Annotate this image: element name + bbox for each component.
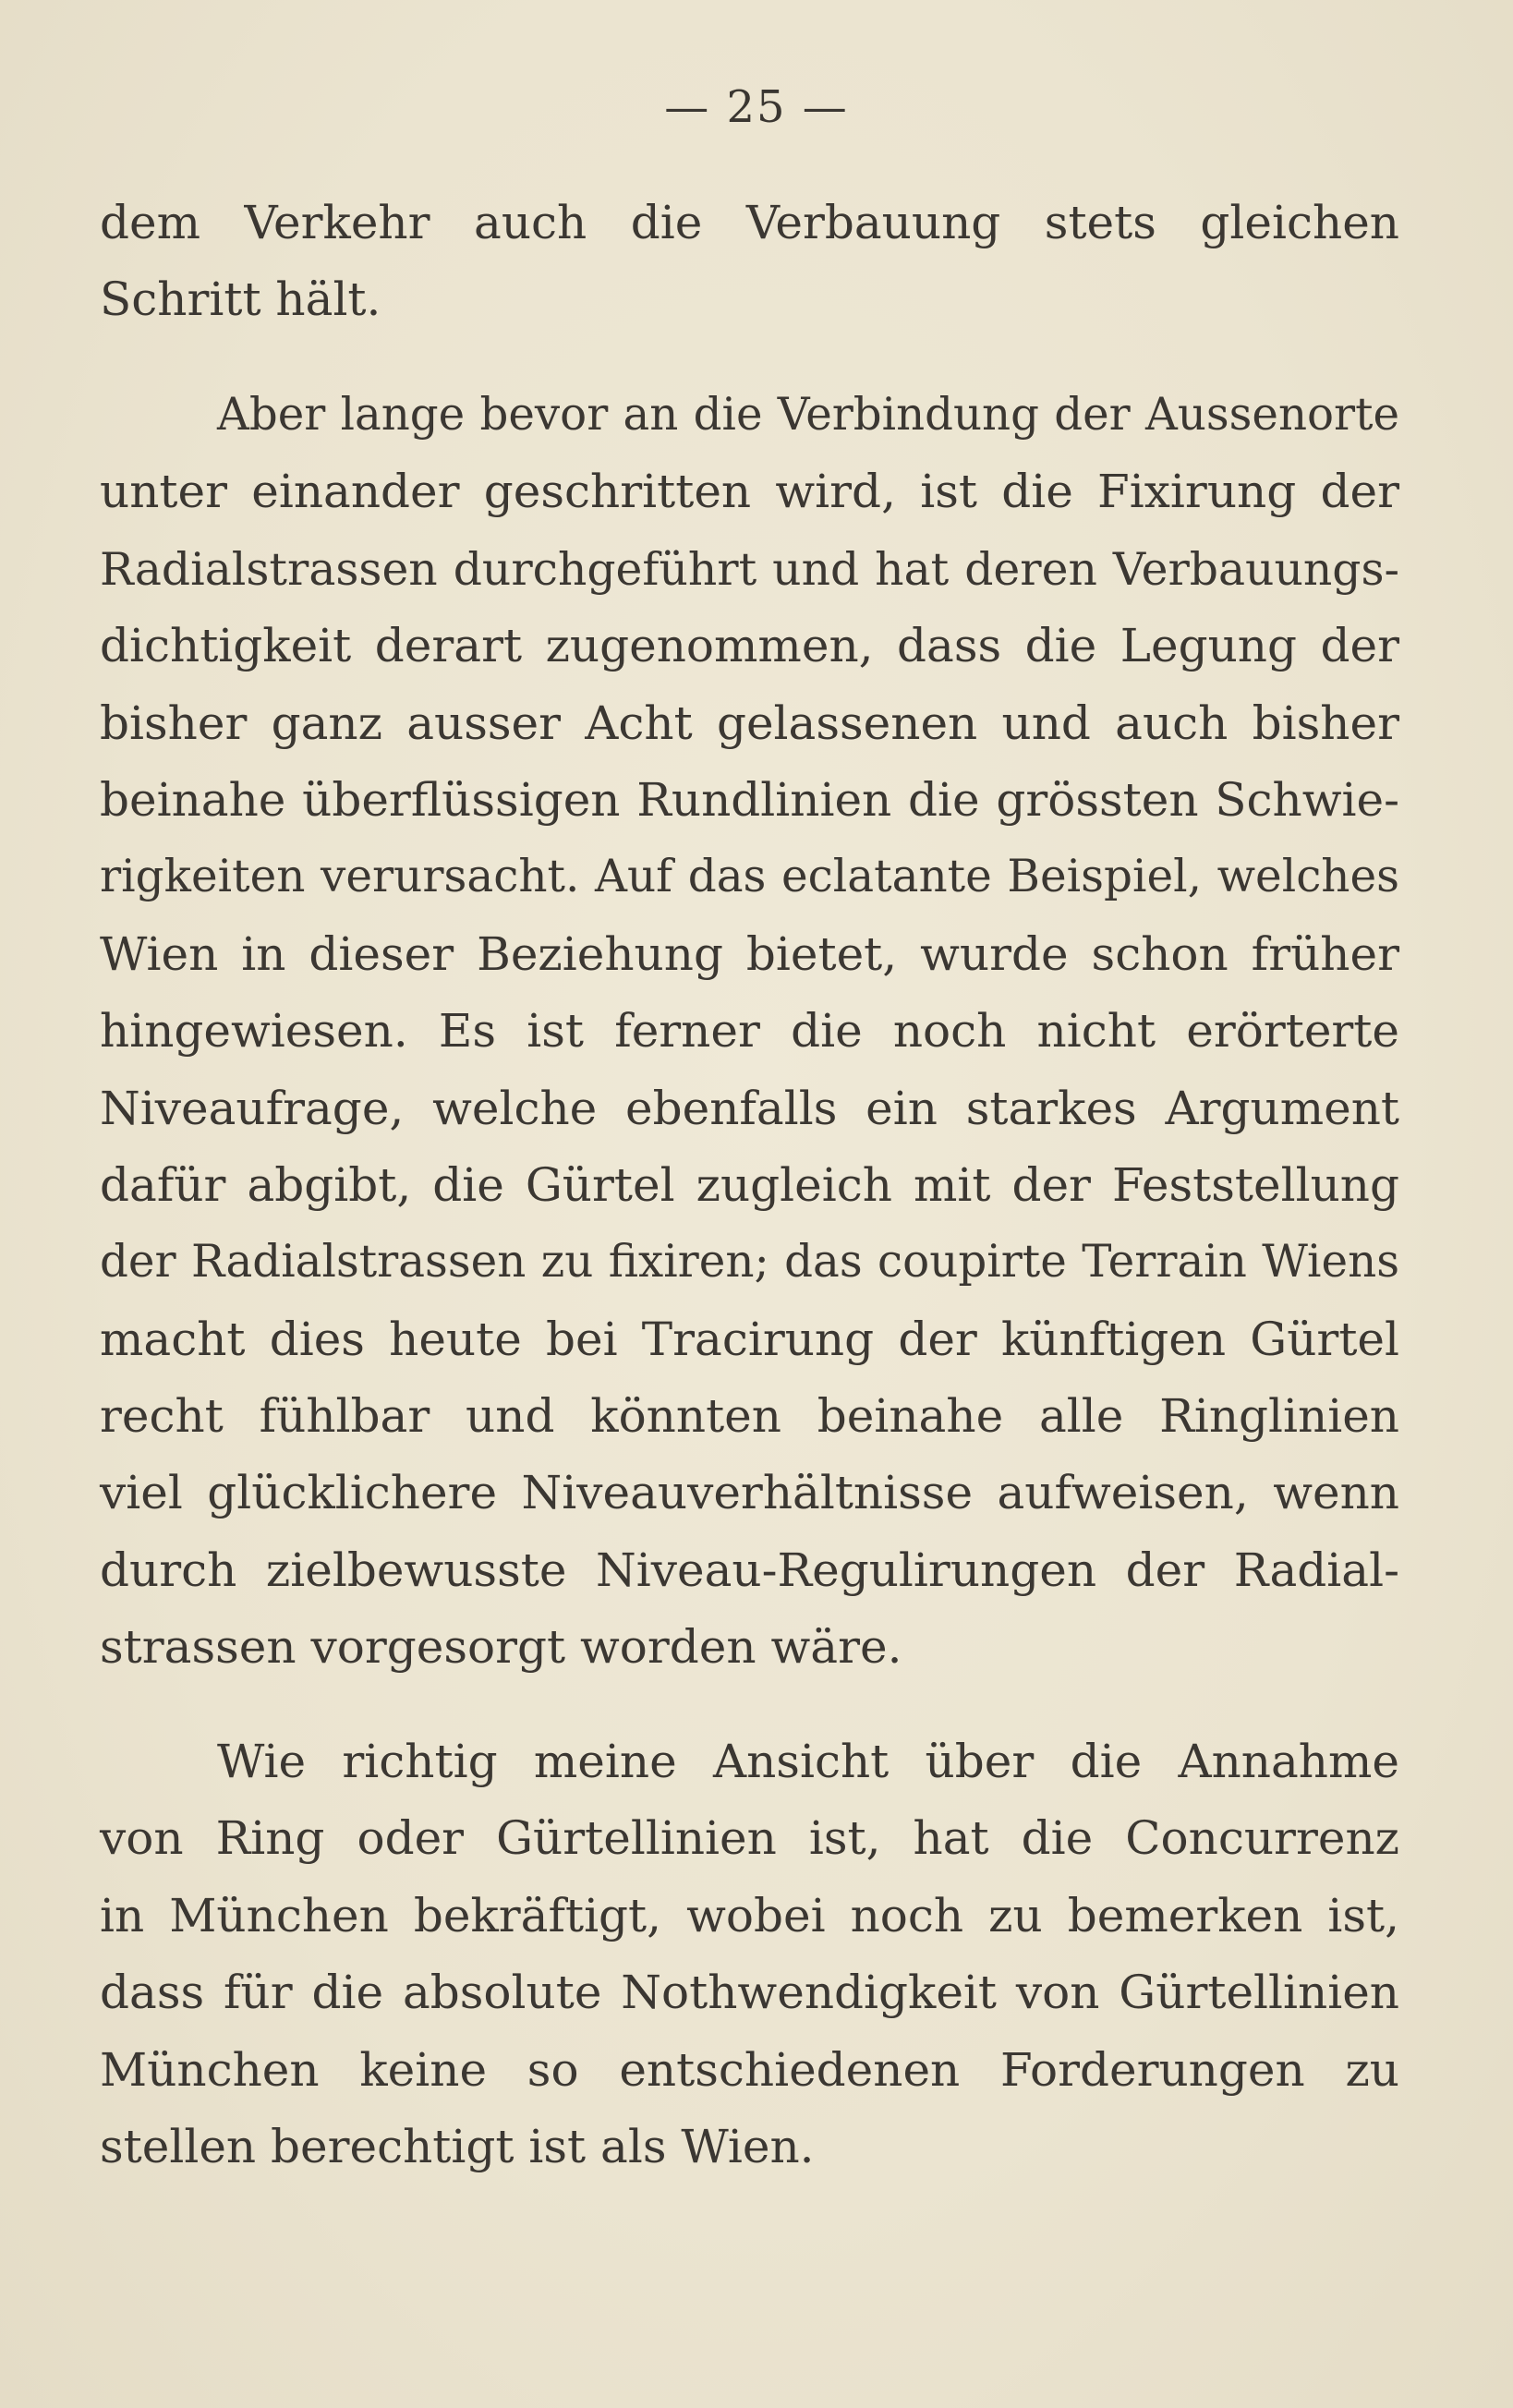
text-line: viel glücklichere Niveauverhältnisse aufweisen, wenn: [100, 1466, 1399, 1520]
text-line: Wie richtig meine Ansicht über die Annahme: [217, 1735, 1399, 1788]
paragraph-1: [100, 185, 1399, 339]
text-line: beinahe überflüssigen Rundlinien die grössten Schwie-: [100, 772, 1399, 827]
text-line: Niveaufrage, welche ebenfalls ein starkes Argument: [100, 1081, 1399, 1135]
text-line: stellen berechtigt ist als Wien.: [100, 2119, 815, 2173]
text-line: rigkeiten verursacht. Auf das eclatante Beispiel, welches: [100, 851, 1399, 903]
text-line: Schritt hält.: [100, 272, 381, 327]
text-line: der Radialstrassen zu fixiren; das coupirte Terrain Wiens: [100, 1236, 1399, 1289]
text-line: Radialstrassen durchgeführt und hat deren Verbauungs-: [100, 542, 1399, 596]
paragraph-3: [100, 1724, 1399, 2185]
text-line: München keine so entschiedenen Forderungen zu: [100, 2042, 1399, 2097]
text-line: strassen vorgesorgt worden wäre.: [100, 1620, 902, 1675]
text-line: unter einander geschritten wird, ist die Fixirung der: [100, 465, 1399, 519]
text-line: Wien in dieser Beziehung bietet, wurde schon früher: [100, 926, 1399, 981]
text-line: hingewiesen. Es ist ferner die noch nicht erörterte: [100, 1004, 1399, 1059]
text-line: dichtigkeit derart zugenommen, dass die Legung der: [100, 619, 1399, 673]
text-line: dafür abgibt, die Gürtel zugleich mit der Feststellung: [100, 1157, 1399, 1212]
page-number: — 25 —: [664, 81, 849, 133]
text-line: dass für die absolute Nothwendigkeit von Gürtellinien: [100, 1966, 1399, 2020]
text-line: bisher ganz ausser Acht gelassenen und auch bisher: [100, 696, 1399, 750]
text-line: dem Verkehr auch die Verbauung stets gleichen: [100, 196, 1399, 249]
paragraph-2: [100, 377, 1399, 1687]
text-line: Aber lange bevor an die Verbindung der Aussenorte: [217, 389, 1399, 441]
text-line: in München bekräftigt, wobei noch zu bemerken ist,: [100, 1888, 1399, 1942]
text-line: macht dies heute bei Tracirung der künftigen Gürtel: [100, 1312, 1399, 1366]
text-line: recht fühlbar und könnten beinahe alle Ringlinien: [100, 1389, 1399, 1444]
text-line: durch zielbewusste Niveau-Regulirungen der Radial-: [100, 1543, 1399, 1597]
text-line: von Ring oder Gürtellinien ist, hat die Concurrenz: [100, 1811, 1399, 1866]
